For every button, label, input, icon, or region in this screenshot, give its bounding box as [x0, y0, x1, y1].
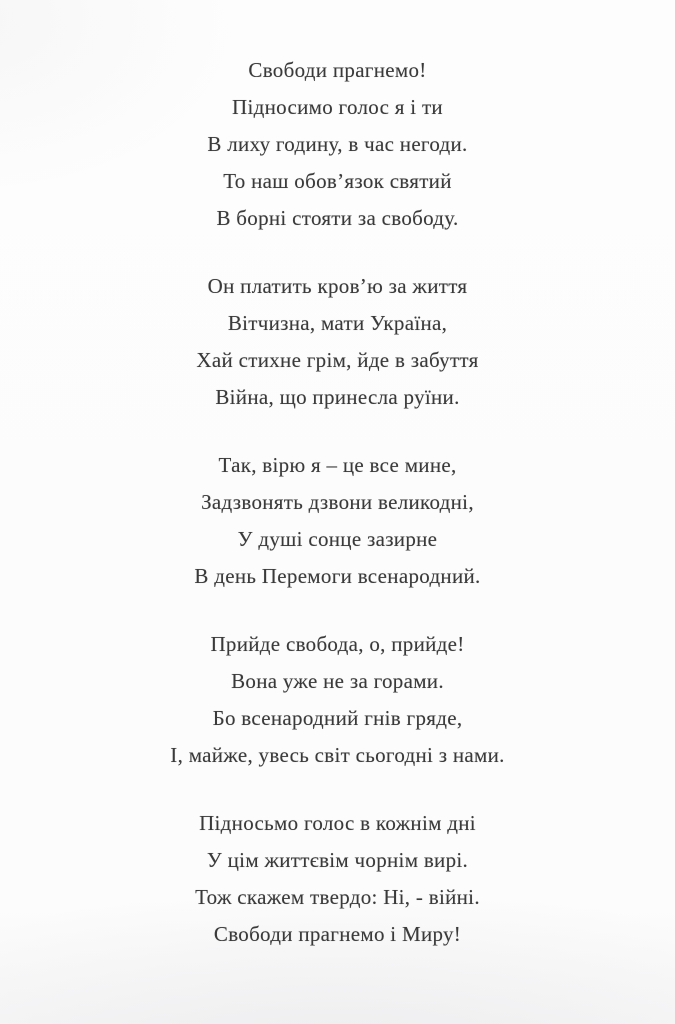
- poem-line: Свободи прагнемо і Миру!: [213, 922, 462, 946]
- stanza: [0, 626, 675, 774]
- poem-line: Он платить кров’ю за життя: [207, 274, 468, 298]
- stanza: [0, 268, 675, 416]
- poem-line: Задзвонять дзвони великодні,: [201, 490, 474, 514]
- poem-line: Тож скажем твердо: Ні, - війні.: [195, 885, 480, 909]
- poem: [0, 52, 675, 984]
- poem-line: Підносимо голос я і ти: [232, 95, 443, 119]
- poem-line: В лиху годину, в час негоди.: [207, 132, 468, 156]
- poem-line: У душі сонце зазирне: [237, 527, 438, 551]
- poem-line: Підносьмо голос в кожнім дні: [199, 811, 476, 835]
- poem-line: Свободи прагнемо!: [248, 58, 427, 82]
- poem-line: В день Перемоги всенародний.: [194, 564, 481, 588]
- stanza: [0, 447, 675, 595]
- poem-line: Бо всенародний гнів гряде,: [212, 706, 463, 730]
- stanza: [0, 52, 675, 237]
- poem-line: Так, вірю я – це все мине,: [218, 453, 457, 477]
- poem-line: І, майже, увесь світ сьогодні з нами.: [170, 743, 505, 767]
- stanza: [0, 805, 675, 953]
- poem-line: В борні стояти за свободу.: [216, 206, 459, 230]
- poem-line: Прийде свобода, о, прийде!: [210, 632, 465, 656]
- poem-line: Вона уже не за горами.: [231, 669, 444, 693]
- poem-line: То наш обов’язок святий: [223, 169, 452, 193]
- poem-line: Хай стихне грім, йде в забуття: [196, 348, 479, 372]
- poem-line: Вітчизна, мати Україна,: [227, 311, 448, 335]
- poem-line: Війна, що принесла руїни.: [215, 385, 460, 409]
- poem-line: У цім життєвім чорнім вирі.: [206, 848, 469, 872]
